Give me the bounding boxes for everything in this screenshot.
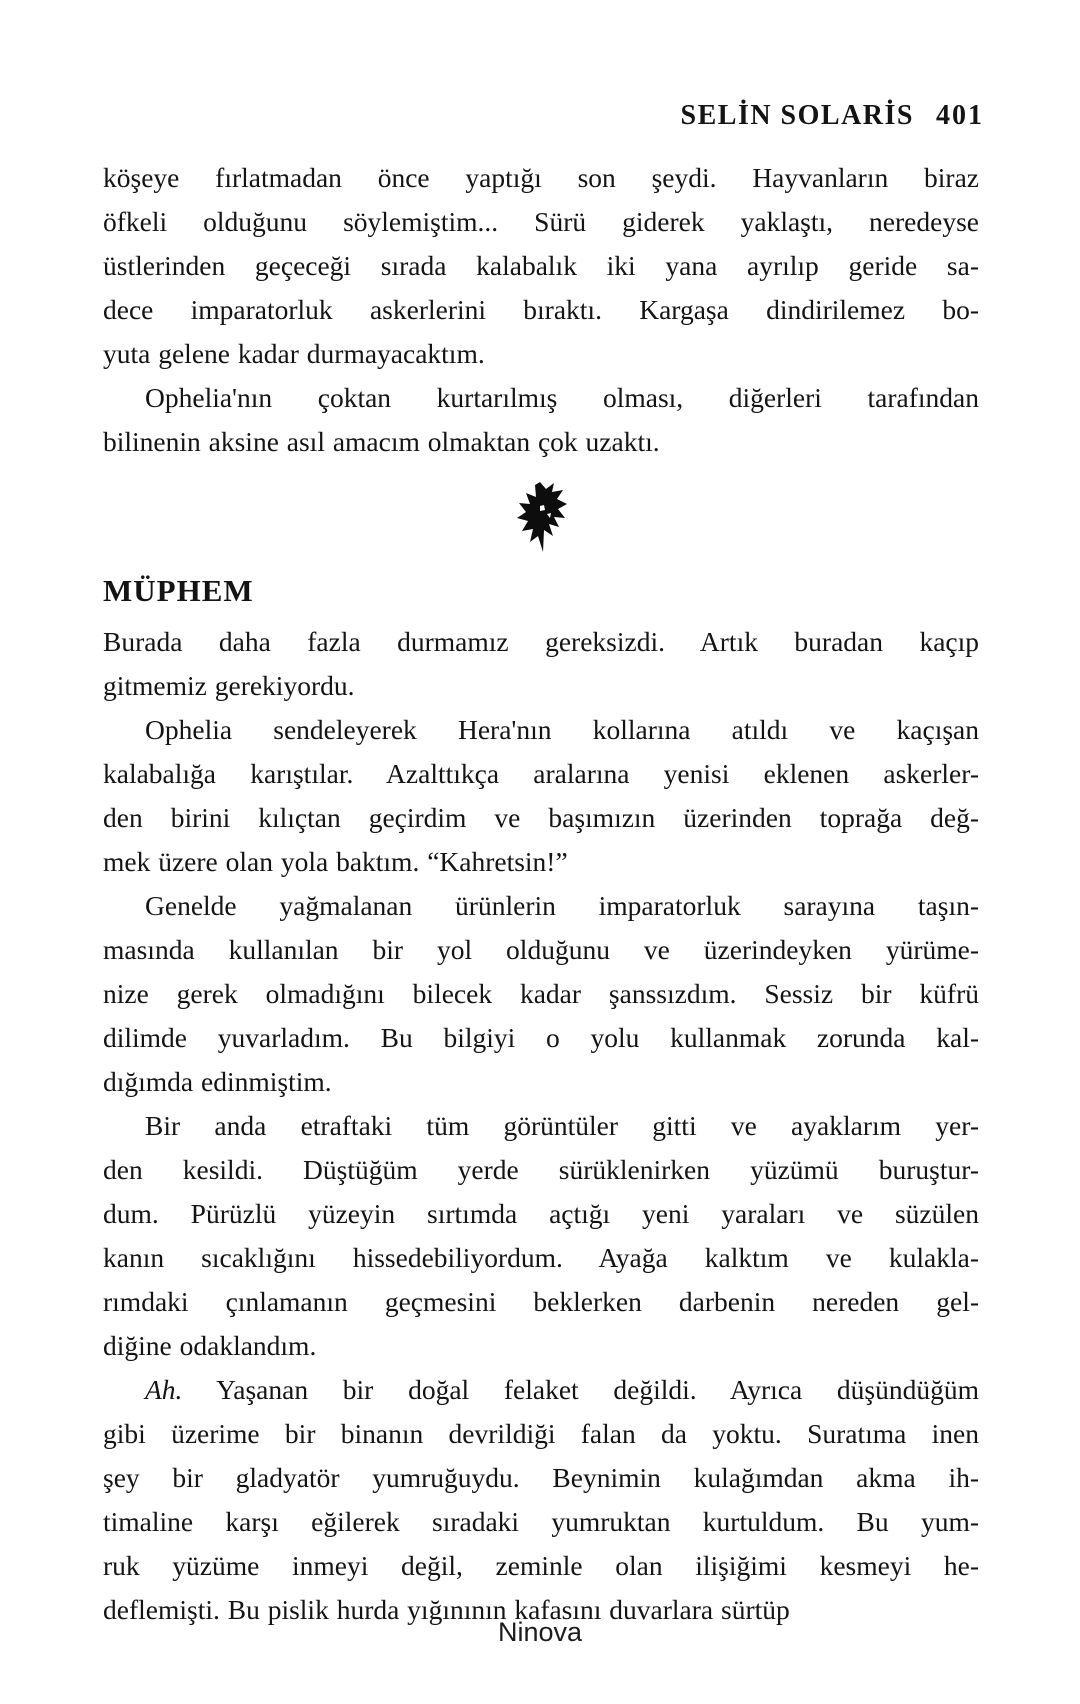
paragraph <box>103 376 979 464</box>
text-line: bilinenin aksine asıl amacım olmaktan çok uzaktı. <box>103 426 660 457</box>
text-line: üstlerinden geçeceği sırada kalabalık iki yana ayrılıp geride sa- <box>103 250 979 281</box>
text-line: diğine odaklandım. <box>103 1330 317 1361</box>
text-line: öfkeli olduğunu söylemiştim... Sürü giderek yaklaştı, neredeyse <box>103 206 979 237</box>
text-line: Bir anda etraftaki tüm görüntüler gitti ve ayaklarım yer- <box>145 1110 979 1141</box>
text-line: Ah. Yaşanan bir doğal felaket değildi. Ayrıca düşündüğüm <box>145 1374 979 1405</box>
running-title: SELİN SOLARİS <box>680 100 914 131</box>
paragraph <box>103 1368 979 1632</box>
text-line: gitmemiz gerekiyordu. <box>103 670 355 701</box>
running-header <box>681 100 984 132</box>
section-heading: MÜPHEM <box>103 573 254 608</box>
section-divider <box>103 480 979 556</box>
body-text <box>103 156 979 1632</box>
text-line: ruk yüzüme inmeyi değil, zeminle olan ilişiğimi kesmeyi he- <box>103 1550 979 1581</box>
paragraph <box>103 708 979 884</box>
text-line: dığımda edinmiştim. <box>103 1066 332 1097</box>
paragraph <box>103 156 979 376</box>
ink-blot-ornament <box>513 480 569 554</box>
text-line: dum. Pürüzlü yüzeyin sırtımda açtığı yeni yaraları ve süzülen <box>103 1198 979 1229</box>
text-line: dece imparatorluk askerlerini bıraktı. Kargaşa dindirilemez bo- <box>103 294 979 325</box>
text-line: şey bir gladyatör yumruğuydu. Beynimin kulağımdan akma ih- <box>103 1462 979 1493</box>
text-line: kanın sıcaklığını hissedebiliyordum. Ayağa kalktım ve kulakla- <box>103 1242 979 1273</box>
paragraph <box>103 884 979 1104</box>
text-line: Burada daha fazla durmamız gereksizdi. Artık buradan kaçıp <box>103 626 979 657</box>
text-line: rımdaki çınlamanın geçmesini beklerken darbenin nereden gel- <box>103 1286 979 1317</box>
text-line: masında kullanılan bir yol olduğunu ve üzerindeyken yürüme- <box>103 934 979 965</box>
text-line: gibi üzerime bir binanın devrildiği falan da yoktu. Suratıma inen <box>103 1418 979 1449</box>
text-line: nize gerek olmadığını bilecek kadar şanssızdım. Sessiz bir küfrü <box>103 978 979 1009</box>
paragraph <box>103 1104 979 1368</box>
publisher-footer: Ninova <box>497 1617 583 1647</box>
text-line: Ophelia'nın çoktan kurtarılmış olması, diğerleri tarafından <box>145 382 979 413</box>
text-line: Ophelia sendeleyerek Hera'nın kollarına atıldı ve kaçışan <box>145 714 979 745</box>
page-number: 401 <box>936 100 984 131</box>
text-line: den birini kılıçtan geçirdim ve başımızın üzerinden toprağa değ- <box>103 802 979 833</box>
text-line: timaline karşı eğilerek sıradaki yumruktan kurtuldum. Bu yum- <box>103 1506 979 1537</box>
text-line: mek üzere olan yola baktım. “Kahretsin!” <box>103 846 568 877</box>
text-line: yuta gelene kadar durmayacaktım. <box>103 338 485 369</box>
text-line: köşeye fırlatmadan önce yaptığı son şeydi. Hayvanların biraz <box>103 162 979 193</box>
text-line: kalabalığa karıştılar. Azalttıkça aralarına yenisi eklenen askerler- <box>103 758 979 789</box>
paragraph <box>103 620 979 708</box>
text-line: dilimde yuvarladım. Bu bilgiyi o yolu kullanmak zorunda kal- <box>103 1022 979 1053</box>
italic-lead: Ah. <box>145 1374 183 1405</box>
text-line: den kesildi. Düştüğüm yerde sürüklenirken yüzümü buruştur- <box>103 1154 979 1185</box>
text-line: Genelde yağmalanan ürünlerin imparatorluk sarayına taşın- <box>145 890 979 921</box>
text-line: deflemişti. Bu pislik hurda yığınının kafasını duvarlara sürtüp <box>103 1594 790 1625</box>
